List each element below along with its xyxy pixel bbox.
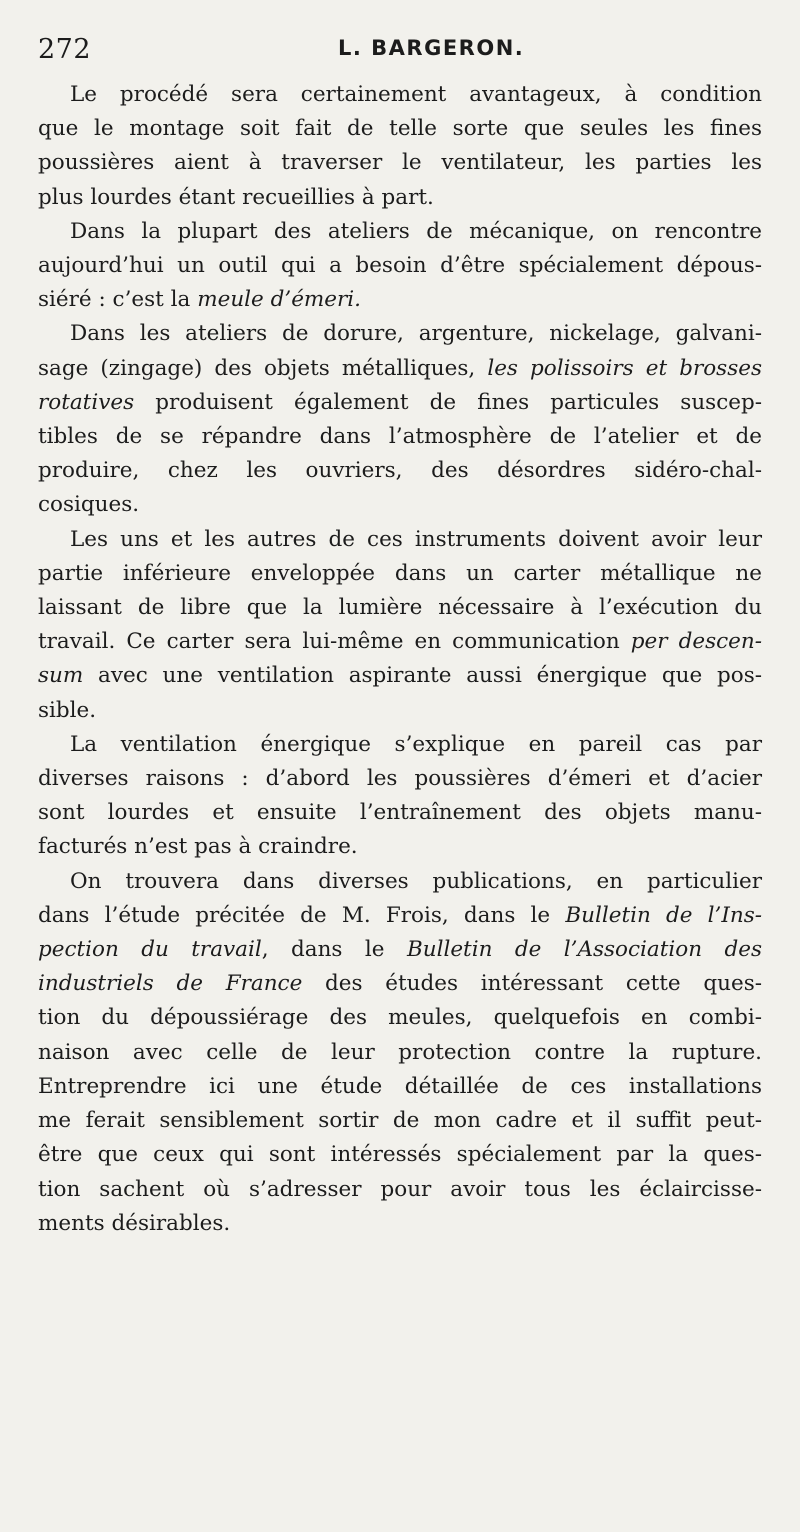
text-line: partie inférieure enveloppée dans un carter métallique ne [38, 560, 762, 586]
text-line: que le montage soit fait de telle sorte que seules les fines [38, 116, 762, 142]
text-line: être que ceux qui sont intéressés spécialement par la ques- [38, 1142, 762, 1168]
text-line [38, 659, 762, 693]
text-line: tibles de se répandre dans l’atmosphère de l’atelier et de [38, 424, 762, 450]
text-line: plus lourdes étant recueillies à part. [38, 184, 434, 210]
text-line: Entreprendre ici une étude détaillée de ces installations [38, 1073, 762, 1099]
text-line: produire, chez les ouvriers, des désordres sidéro-chal- [38, 458, 762, 484]
text-line [38, 899, 762, 933]
text-line: Dans les ateliers de dorure, argenture, nickelage, galvani- [70, 321, 762, 347]
text-run: des études intéressant cette ques- [325, 971, 762, 997]
text-run: travail. Ce carter sera lui-même en communication [38, 629, 620, 655]
text-line: laissant de libre que la lumière nécessaire à l’exécution du [38, 595, 762, 621]
italic-run: Bulletin de l’Association des [406, 937, 762, 963]
text-line [38, 933, 762, 967]
text-line: sont lourdes et ensuite l’entraînement des objets manu- [38, 800, 762, 826]
paragraph-4 [38, 523, 762, 728]
text-line: cosiques. [38, 492, 140, 518]
italic-run: les polissoirs et brosses [487, 355, 762, 381]
text-line: facturés n’est pas à craindre. [38, 834, 358, 860]
italic-run: rotatives [38, 389, 135, 415]
text-line: diverses raisons : d’abord les poussières d’émeri et d’acier [38, 766, 762, 792]
paragraph-3 [38, 317, 762, 522]
text-line: ments désirables. [38, 1210, 231, 1236]
text-line [38, 967, 762, 1001]
body-text [38, 78, 762, 1241]
text-line: sible. [38, 697, 97, 723]
text-line: aujourd’hui un outil qui a besoin d’être spécialement dépous- [38, 253, 762, 279]
italic-run: meule d’émeri. [197, 287, 362, 313]
italic-run: per descen- [630, 629, 762, 655]
text-line: La ventilation énergique s’explique en pareil cas par [70, 731, 762, 757]
text-run: avec une ventilation aspirante aussi énergique que pos- [98, 663, 762, 689]
italic-run: sum [38, 663, 84, 689]
text-run: sage (zingage) des objets métalliques, [38, 355, 476, 381]
text-line: Le procédé sera certainement avantageux, à condition [70, 82, 762, 107]
paragraph-5 [38, 728, 762, 865]
text-line: Dans la plupart des ateliers de mécanique, on rencontre [70, 218, 762, 244]
text-line: tion du dépoussiérage des meules, quelquefois en combi- [38, 1005, 762, 1031]
text-run: , dans le [261, 937, 385, 963]
italic-run: industriels de France [38, 971, 303, 997]
text-line: Les uns et les autres de ces instruments doivent avoir leur [70, 526, 762, 552]
text-run: dans l’étude précitée de M. Frois, dans le [38, 902, 551, 928]
text-line [38, 625, 762, 659]
paragraph-6 [38, 865, 762, 1241]
text-run: produisent également de fines particules suscep- [155, 389, 762, 415]
text-line [38, 283, 762, 317]
page-number: 272 [38, 34, 92, 65]
text-line [38, 352, 762, 386]
text-run: siéré : c’est la [38, 287, 191, 313]
italic-run: pection du travail [38, 937, 262, 963]
text-line: On trouvera dans diverses publications, en particulier [70, 868, 762, 894]
italic-run: Bulletin de l’Ins- [565, 902, 762, 928]
text-line: tion sachent où s’adresser pour avoir tous les éclaircisse- [38, 1176, 762, 1202]
running-head: L. BARGERON. [338, 36, 525, 60]
paragraph-2 [38, 215, 762, 318]
paragraph-1 [38, 78, 762, 215]
page-header [38, 34, 764, 70]
text-line: me ferait sensiblement sortir de mon cadre et il suffit peut- [38, 1108, 762, 1134]
text-line [38, 386, 762, 420]
text-line: poussières aient à traverser le ventilateur, les parties les [38, 150, 762, 176]
text-line: naison avec celle de leur protection contre la rupture. [38, 1039, 762, 1065]
